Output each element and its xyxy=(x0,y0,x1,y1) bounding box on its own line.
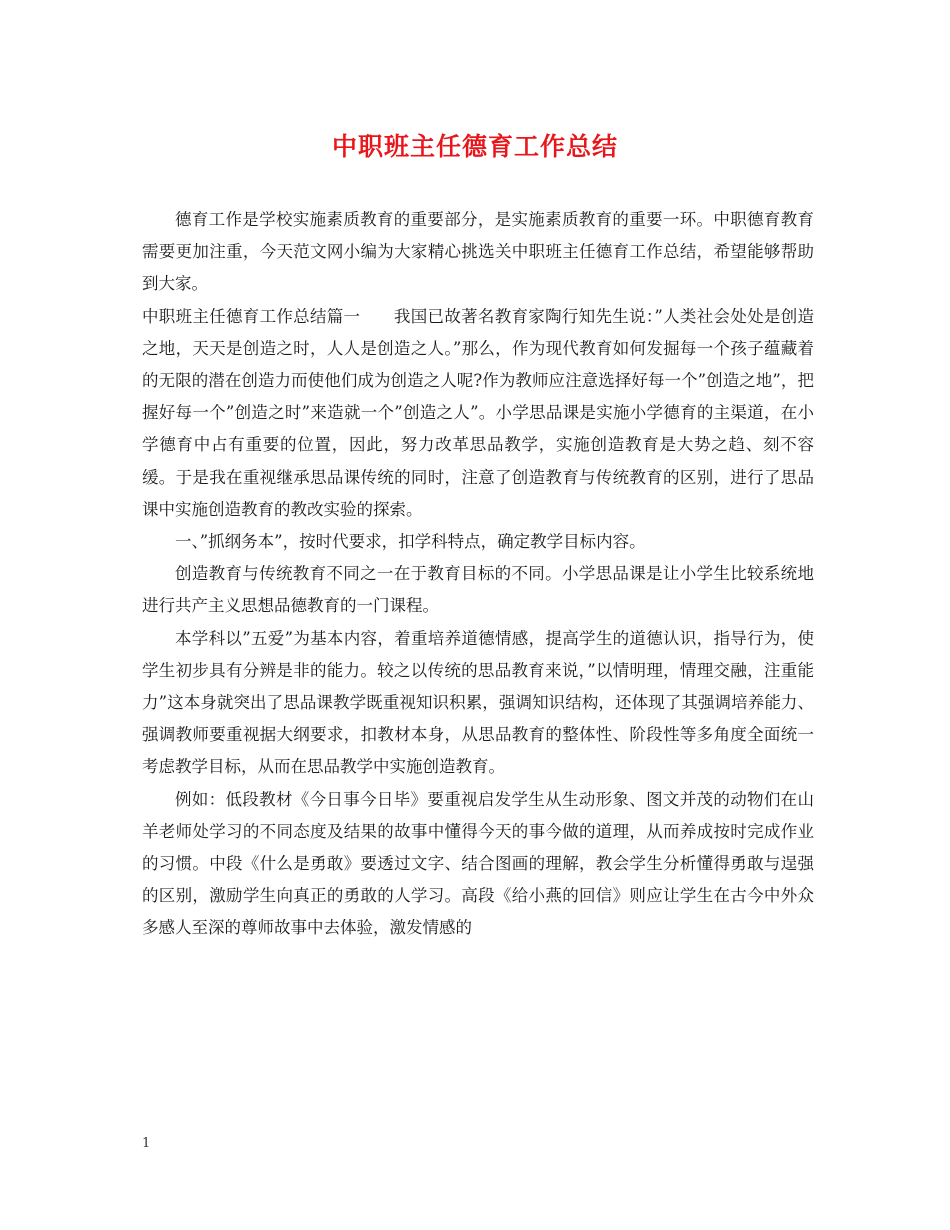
paragraph-section-one: 中职班主任德育工作总结篇一 我国已故著名教育家陶行知先生说：”人类社会处处是创造之地，天天是创造之时，人人是创造之人。”那么，作为现代教育如何发掘每一个孩子蕴藏着的无限的潜在创造力而使他们成为创造之人呢?作为教师应注意选择好每一个”创造之地”，把握好每一个”创造之时”来造就一个”创造之人”。小学思品课是实施小学德育的主渠道，在小学德育中占有重要的位置，因此，努力改革思品教学，实施创造教育是大势之趋、刻不容缓。于是我在重视继承思品课传统的同时，注意了创造教育与传统教育的区别，进行了思品课中实施创造教育的教改实验的探索。 xyxy=(142,306,814,519)
paragraph-heading-one: 一、”抓纲务本”，按时代要求，扣学科特点，确定教学目标内容。 xyxy=(175,532,646,552)
paragraph-goal-difference: 创造教育与传统教育不同之一在于教育目标的不同。小学思品课是让小学生比较系统地进行共产主义思想品德教育的一门课程。 xyxy=(142,564,814,616)
paragraph-subject-content: 本学科以”五爱”为基本内容，着重培养道德情感，提高学生的道德认识，指导行为，使学生初步具有分辨是非的能力。较之以传统的思品教育来说，”以情明理，情理交融，注重能力”这本身就突出了思品课教学既重视知识积累，强调知识结构，还体现了其强调培养能力、强调教师要重视据大纲要求，扣教材本身，从思品教育的整体性、阶段性等多角度全面统一考虑教学目标，从而在思品教学中实施创造教育。 xyxy=(142,628,814,777)
document-body xyxy=(142,204,814,945)
paragraph-intro: 德育工作是学校实施素质教育的重要部分，是实施素质教育的重要一环。中职德育教育需要更加注重，今天范文网小编为大家精心挑选关中职班主任德育工作总结，希望能够帮助到大家。 xyxy=(142,210,814,294)
document-title: 中职班主任德育工作总结 xyxy=(331,132,618,161)
page-number: 1 xyxy=(142,1136,151,1151)
paragraph-examples: 例如：低段教材《今日事今日毕》要重视启发学生从生动形象、图文并茂的动物们在山羊老师处学习的不同态度及结果的故事中懂得今天的事今做的道理，从而养成按时完成作业的习惯。中段《什么是勇敢》要透过文字、结合图画的理解，教会学生分析懂得勇敢与逞强的区别，激励学生向真正的勇敢的人学习。高段《给小燕的回信》则应让学生在古今中外众多感人至深的尊师故事中去体验，激发情感的 xyxy=(142,789,814,938)
